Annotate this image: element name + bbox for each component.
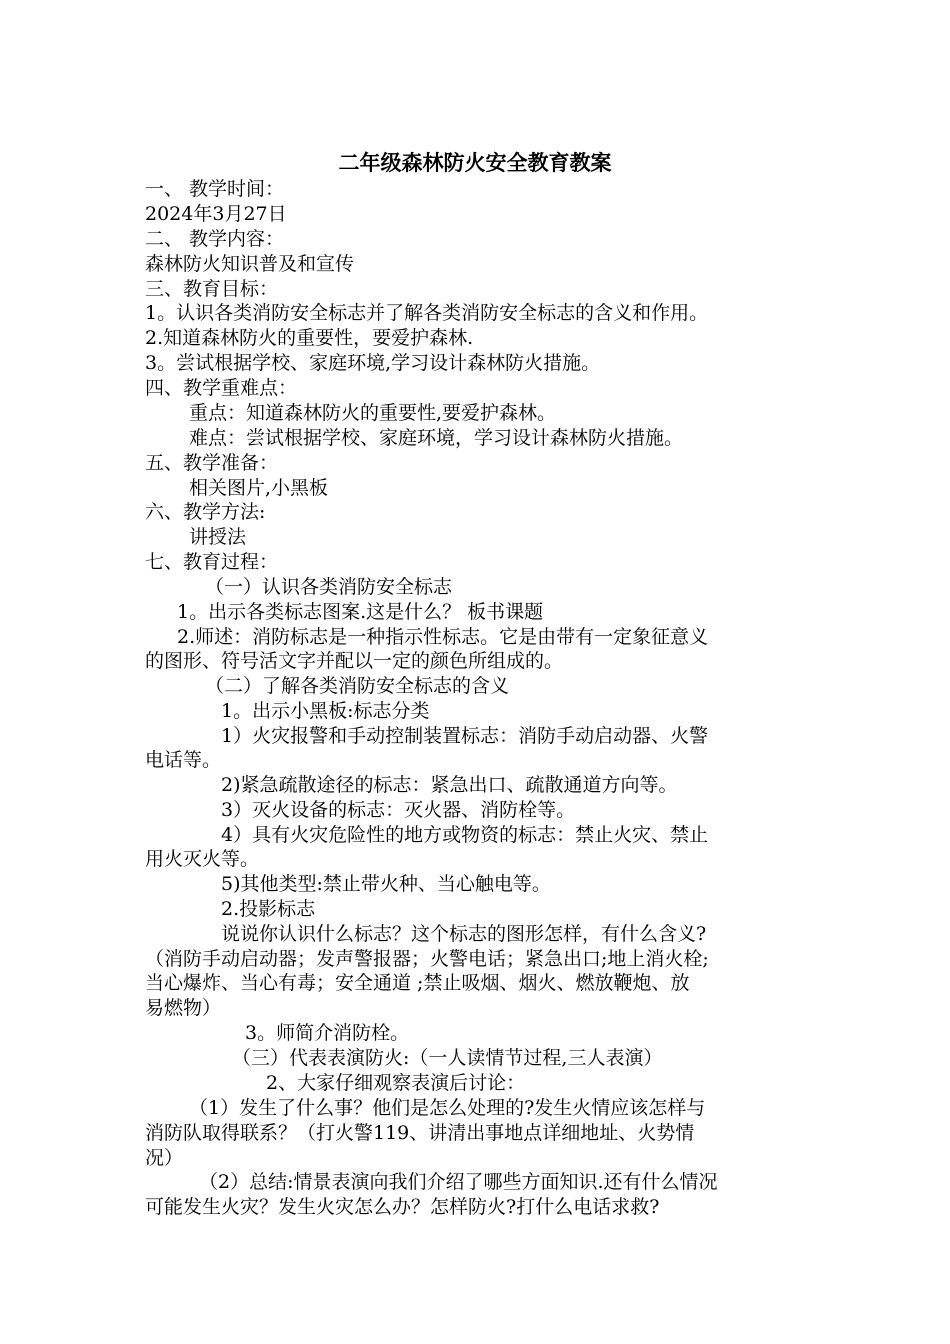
text-line: 2)紧急疏散途径的标志：紧急出口、疏散通道方向等。 <box>221 774 678 796</box>
text-line: 况） <box>145 1147 184 1169</box>
text-line: 1。出示小黑板:标志分类 <box>221 700 430 722</box>
text-line: 讲授法 <box>189 526 247 548</box>
text-line: 用火灭火等。 <box>145 848 260 870</box>
text-line: 重点：知道森林防火的重要性,要爱护森林。 <box>189 402 557 424</box>
text-line: 1。出示各类标志图案.这是什么？ 板书课题 <box>177 601 544 623</box>
text-line: 2、大家仔细观察表演后讨论： <box>266 1072 526 1094</box>
text-line: 的图形、符号活文字并配以一定的颜色所组成的。 <box>145 650 564 672</box>
text-line: 三、教育目标： <box>145 278 279 300</box>
text-line: （三）代表表演防火:（一人读情节过程,三人表演） <box>232 1047 663 1069</box>
text-line: 5)其他类型:禁止带火种、当心触电等。 <box>221 873 551 895</box>
text-line: 2.师述：消防标志是一种指示性标志。它是由带有一定象征意义 <box>177 626 709 648</box>
text-line: 4）具有火灾危险性的地方或物资的标志：禁止火灾、禁止 <box>221 824 709 846</box>
text-line: 七、教育过程： <box>145 551 279 573</box>
text-line: 2.知道森林防火的重要性，要爱护森林. <box>145 327 474 349</box>
text-line: （二）了解各类消防安全标志的含义 <box>205 675 510 697</box>
text-line: 四、教学重难点： <box>145 377 298 399</box>
text-line: （1）发生了什么事？他们是怎么处理的?发生火情应该怎样与 <box>189 1097 706 1119</box>
text-line: 3）灭火设备的标志：灭火器、消防栓等。 <box>221 799 576 821</box>
text-line: 说说你认识什么标志？这个标志的图形怎样，有什么含义? <box>221 923 707 945</box>
text-line: 消防队取得联系？（打火警119、讲清出事地点详细地址、火势情 <box>145 1122 695 1144</box>
text-line: 2024年3月27日 <box>145 203 287 225</box>
text-line: 可能发生火灾？发生火灾怎么办？怎样防火?打什么电话求救? <box>145 1196 660 1218</box>
text-line: 二、 教学内容： <box>145 228 285 250</box>
text-line: 难点：尝试根据学校、家庭环境，学习设计森林防火措施。 <box>189 427 684 449</box>
text-line: 3。尝试根据学校、家庭环境,学习设计森林防火措施。 <box>145 352 601 374</box>
text-line: （2）总结:情景表演向我们介绍了哪些方面知识.还有什么情况 <box>199 1171 718 1193</box>
text-line: 一、 教学时间： <box>145 178 285 200</box>
text-line: 1。认识各类消防安全标志并了解各类消防安全标志的含义和作用。 <box>145 302 709 324</box>
text-line: 易燃物） <box>145 997 222 1019</box>
text-line: （一）认识各类消防安全标志 <box>205 576 453 598</box>
text-line: 森林防火知识普及和宣传 <box>145 253 355 275</box>
text-line: 当心爆炸、当心有毒；安全通道 ;禁止吸烟、烟火、燃放鞭炮、放 <box>145 972 690 994</box>
text-line: 2.投影标志 <box>221 898 316 920</box>
text-line: 3。师简介消防栓。 <box>245 1022 410 1044</box>
text-line: 相关图片,小黑板 <box>189 477 329 499</box>
text-line: （消防手动启动器；发声警报器；火警电话；紧急出口;地上消火栓; <box>145 948 709 970</box>
text-line: 六、教学方法: <box>145 501 266 523</box>
text-line: 1）火灾报警和手动控制装置标志：消防手动启动器、火警 <box>221 725 709 747</box>
text-line: 电话等。 <box>145 749 222 771</box>
text-line: 五、教学准备： <box>145 452 279 474</box>
document-title: 二年级森林防火安全教育教案 <box>338 151 612 175</box>
